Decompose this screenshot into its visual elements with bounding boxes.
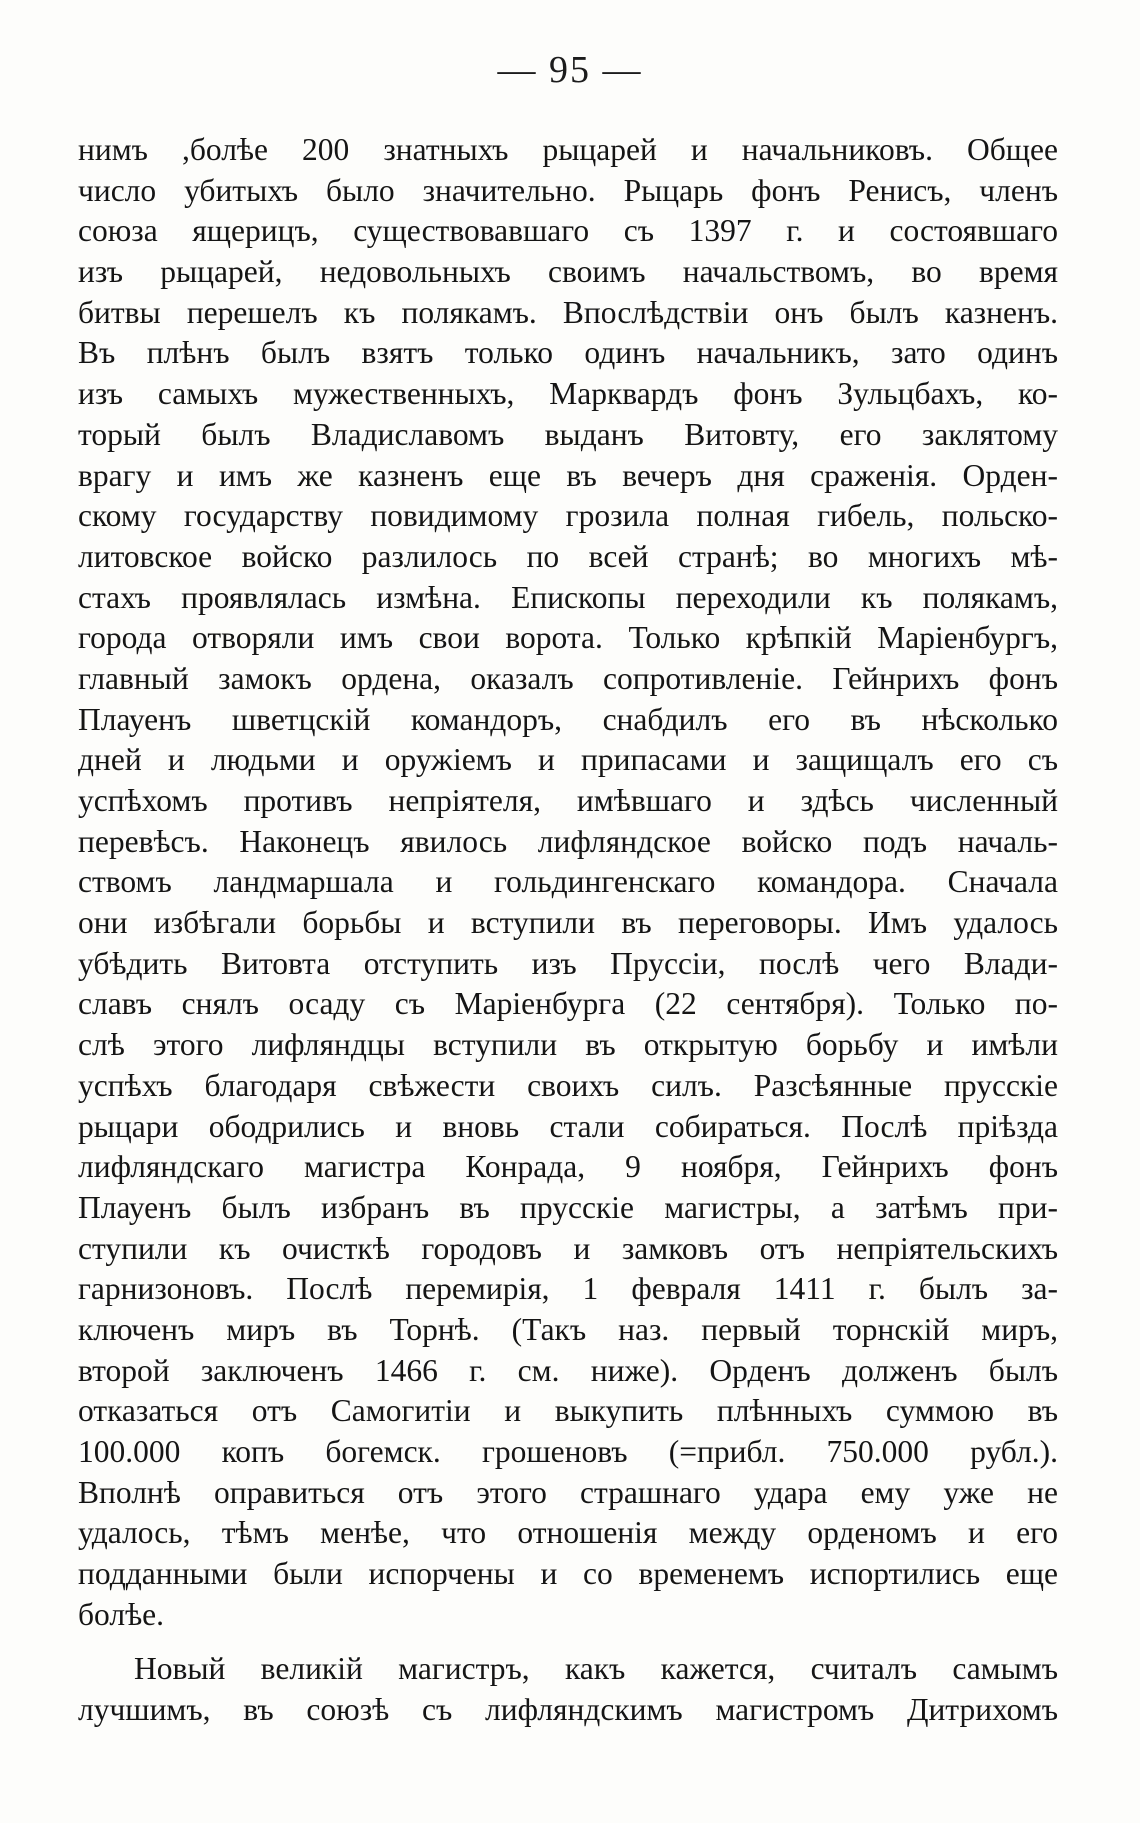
paragraph-spacer bbox=[78, 1635, 1058, 1649]
text-line: гарнизоновъ. Послѣ перемирія, 1 февраля 1411 г. былъ за- bbox=[78, 1271, 1058, 1307]
text-line: подданными были испорчены и со временемъ испортились еще bbox=[78, 1556, 1058, 1592]
text-line: рыцари ободрились и вновь стали собираться. Послѣ пріѣзда bbox=[78, 1108, 1058, 1144]
text-line: успѣхъ благодаря свѣжести своихъ силъ. Разсѣянные прусскіе bbox=[78, 1067, 1058, 1103]
text-line: врагу и имъ же казненъ еще въ вечеръ дня сраженія. Орден- bbox=[78, 457, 1058, 493]
text-line: убѣдить Витовта отступить изъ Пруссіи, послѣ чего Влади- bbox=[78, 945, 1058, 981]
text-line: литовское войско разлилось по всей странѣ; во многихъ мѣ- bbox=[78, 538, 1058, 574]
text-line: изъ самыхъ мужественныхъ, Марквардъ фонъ Зульцбахъ, ко- bbox=[78, 376, 1058, 412]
text-line: ствомъ ландмаршала и гольдингенскаго командора. Сначала bbox=[78, 864, 1058, 900]
text-line: они избѣгали борьбы и вступили въ переговоры. Имъ удалось bbox=[78, 905, 1058, 941]
paragraph-1 bbox=[78, 130, 1058, 1635]
text-line: лифляндскаго магистра Конрада, 9 ноября, Гейнрихъ фонъ bbox=[78, 1149, 1058, 1185]
text-line: 100.000 копъ богемск. грошеновъ (=прибл. 750.000 рубл.). bbox=[78, 1434, 1058, 1469]
text-line: слѣ этого лифляндцы вступили въ открытую борьбу и имѣли bbox=[78, 1027, 1058, 1063]
text-line: Вполнѣ оправиться отъ этого страшнаго удара ему уже не bbox=[78, 1474, 1058, 1510]
text-line: ключенъ миръ въ Торнѣ. (Такъ наз. первый торнскій миръ, bbox=[78, 1311, 1058, 1347]
text-line: главный замокъ ордена, оказалъ сопротивленіе. Гейнрихъ фонъ bbox=[78, 660, 1058, 696]
text-line: Плауенъ былъ избранъ въ прусскіе магистры, а затѣмъ при- bbox=[78, 1189, 1058, 1225]
text-line: торый былъ Владиславомъ выданъ Витовту, его заклятому bbox=[78, 416, 1058, 452]
text-line: дней и людьми и оружіемъ и припасами и защищалъ его съ bbox=[78, 742, 1058, 778]
text-line: число убитыхъ было значительно. Рыцарь фонъ Ренисъ, членъ bbox=[78, 172, 1058, 208]
text-line: Въ плѣнъ былъ взятъ только одинъ начальникъ, зато одинъ bbox=[78, 335, 1058, 371]
text-line: Новый великій магистръ, какъ кажется, считалъ самымъ bbox=[134, 1651, 1058, 1687]
page-number: — 95 — bbox=[497, 49, 643, 91]
text-line: успѣхомъ противъ непріятеля, имѣвшаго и здѣсь численный bbox=[78, 783, 1058, 818]
text-line: Плауенъ шветцскій командоръ, снабдилъ его въ нѣсколько bbox=[78, 701, 1058, 737]
text-line: перевѣсъ. Наконецъ явилось лифляндское войско подъ началь- bbox=[78, 823, 1058, 859]
text-line: лучшимъ, въ союзѣ съ лифляндскимъ магистромъ Дитрихомъ bbox=[78, 1692, 1058, 1728]
text-line: стахъ проявлялась измѣна. Епископы переходили къ полякамъ, bbox=[78, 579, 1058, 615]
text-line: славъ снялъ осаду съ Маріенбурга (22 сентября). Только по- bbox=[78, 986, 1058, 1022]
text-line: битвы перешелъ къ полякамъ. Впослѣдствіи онъ былъ казненъ. bbox=[78, 294, 1058, 330]
text-line: второй заключенъ 1466 г. см. ниже). Орденъ долженъ былъ bbox=[78, 1352, 1058, 1388]
text-line: союза ящерицъ, существовавшаго съ 1397 г. и состоявшаго bbox=[78, 213, 1058, 249]
text-line: удалось, тѣмъ менѣе, что отношенія между орденомъ и его bbox=[78, 1515, 1058, 1551]
text-line: изъ рыцарей, недовольныхъ своимъ начальствомъ, во время bbox=[78, 254, 1058, 290]
text-line: скому государству повидимому грозила полная гибель, польско- bbox=[78, 498, 1058, 534]
body-text bbox=[78, 130, 1058, 1731]
text-line: нимъ ,болѣе 200 знатныхъ рыцарей и начальниковъ. Общее bbox=[78, 132, 1058, 167]
paragraph-2 bbox=[78, 1649, 1058, 1730]
text-line: ступили къ очисткѣ городовъ и замковъ отъ непріятельскихъ bbox=[78, 1230, 1058, 1266]
text-line: города отворяли имъ свои ворота. Только крѣпкій Маріенбургъ, bbox=[78, 620, 1058, 656]
text-line: отказаться отъ Самогитіи и выкупить плѣнныхъ суммою въ bbox=[78, 1393, 1058, 1429]
text-line: болѣе. bbox=[78, 1596, 165, 1632]
